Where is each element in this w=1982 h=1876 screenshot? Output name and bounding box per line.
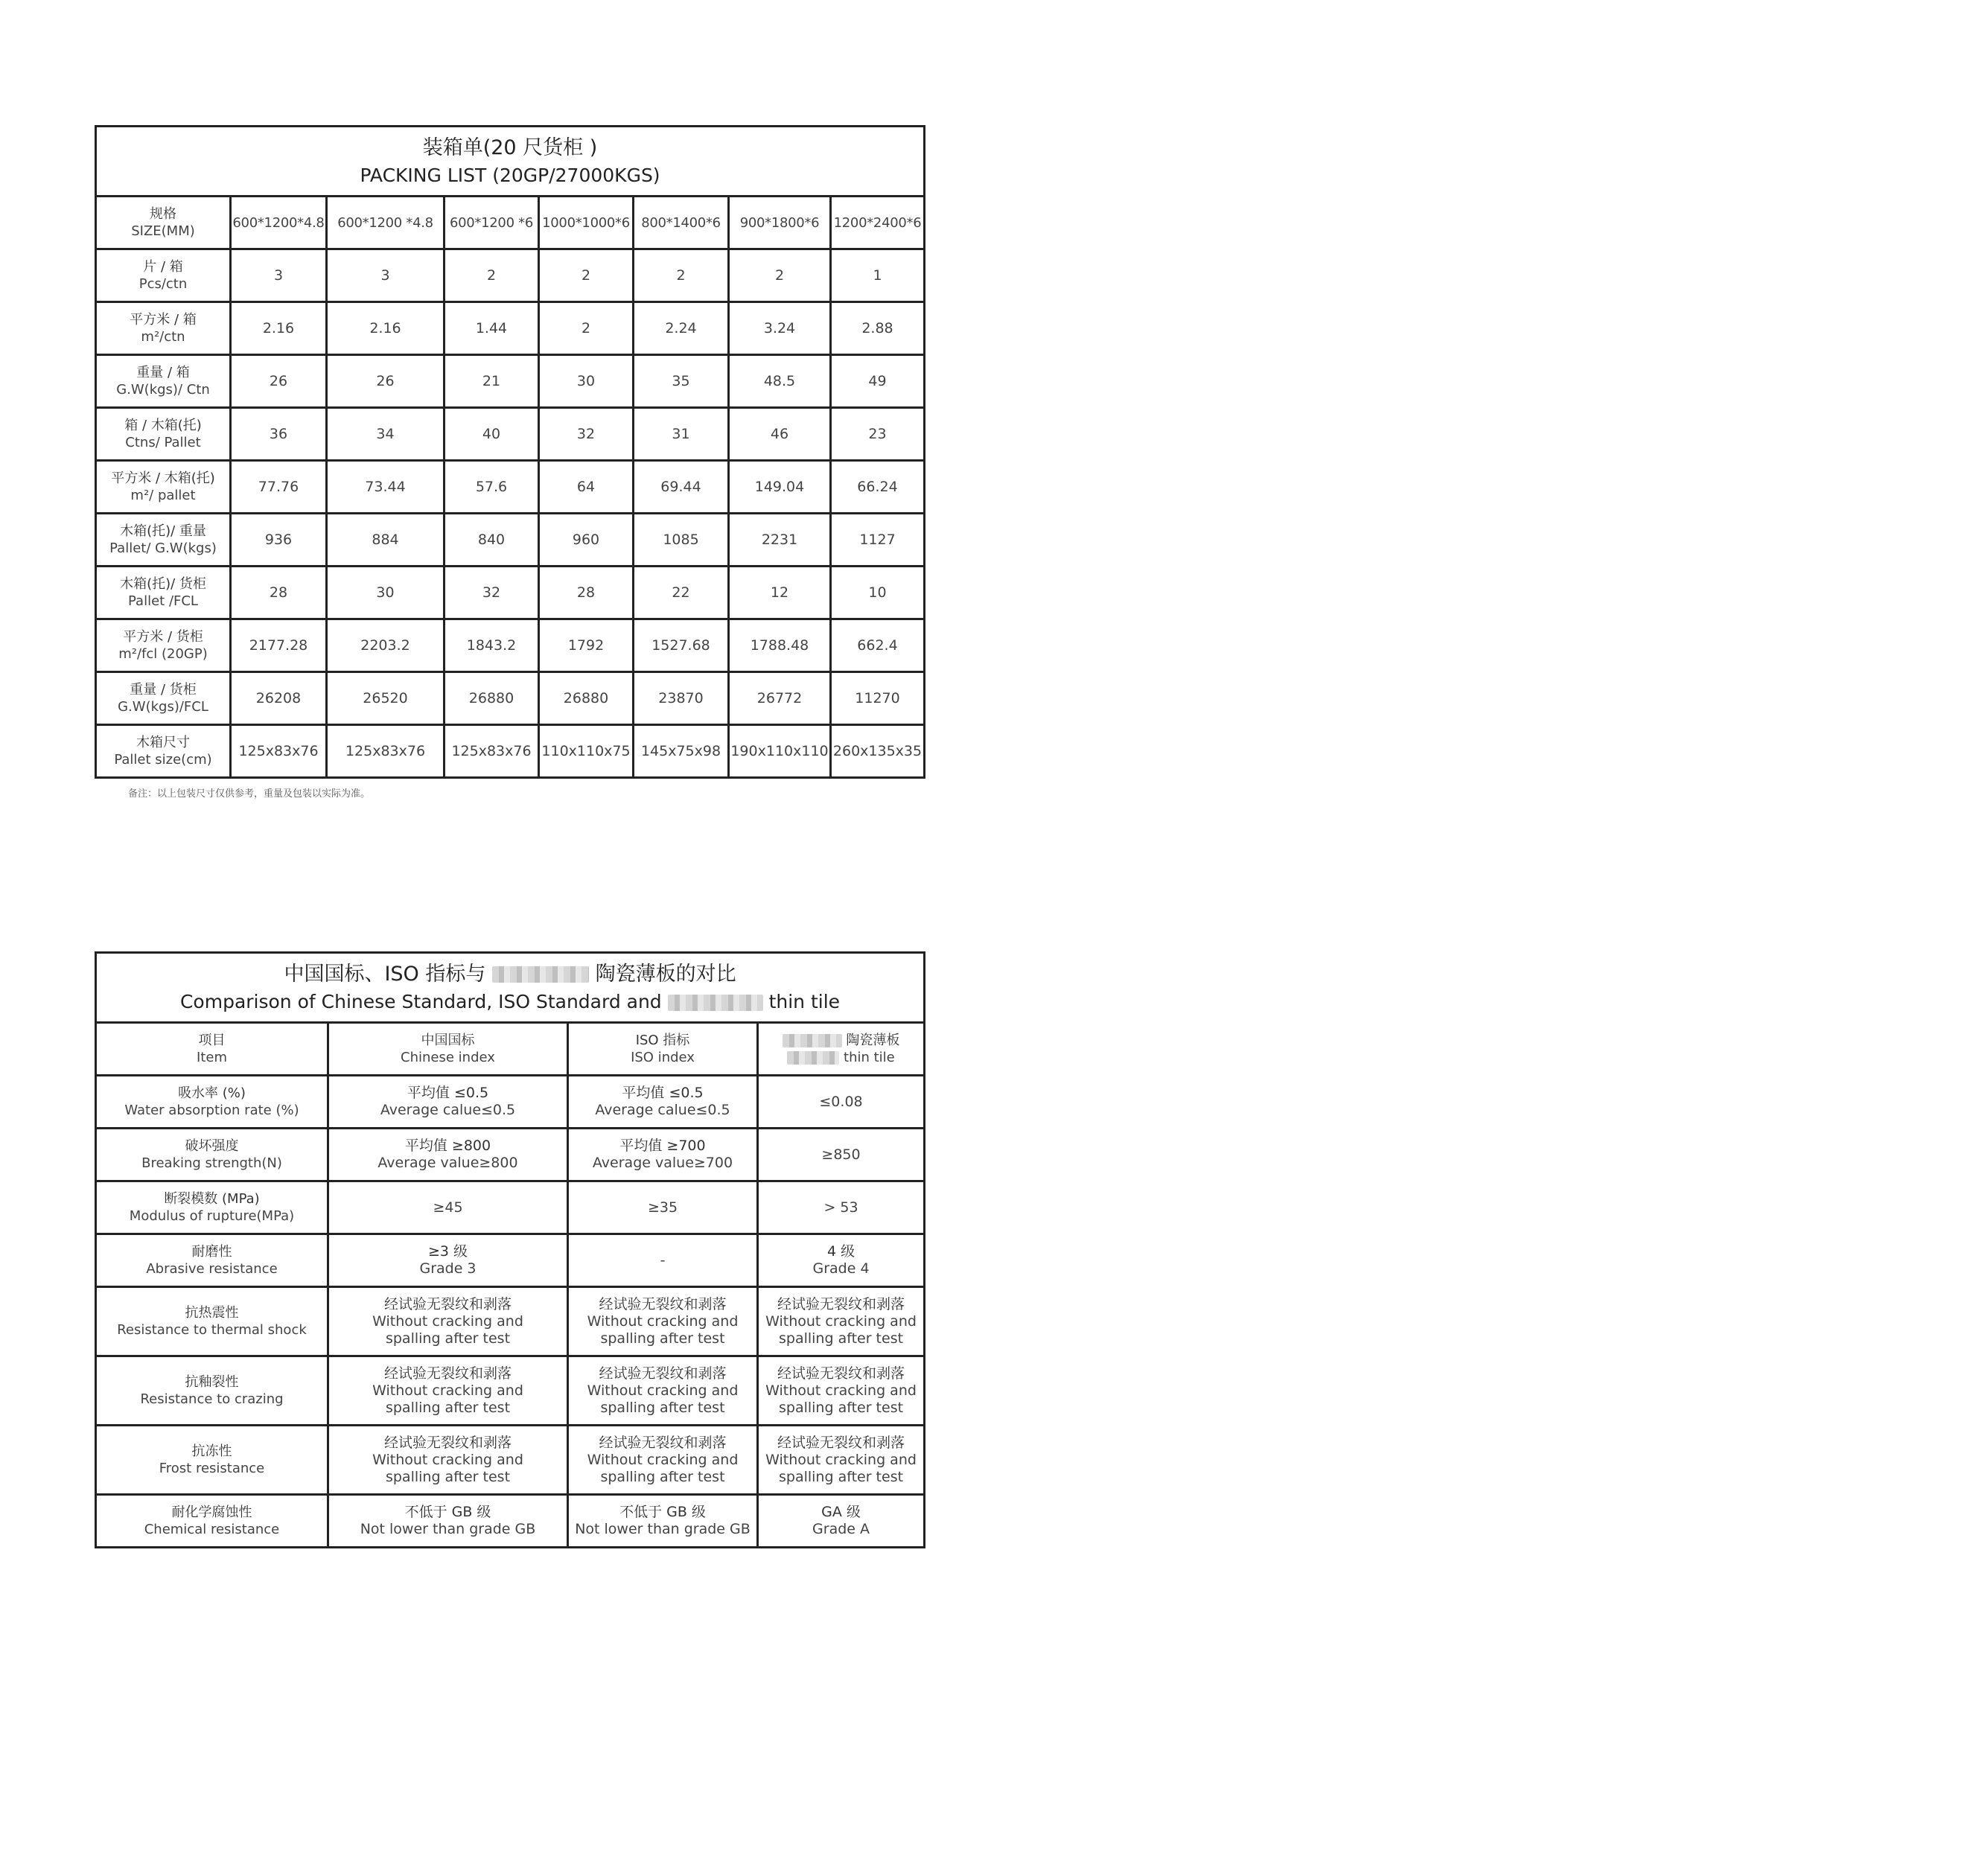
row-label [96,619,231,672]
cell-line: 经试验无裂纹和剥落 [599,1434,727,1451]
cell-line: ≥850 [821,1146,861,1163]
header-thin-tile [758,1023,925,1076]
redacted-brand-image [668,995,763,1011]
row-label [96,302,231,355]
table-row [96,302,925,355]
comparison-title-cell [96,953,925,1023]
row-label-zh: 破坏强度 [185,1138,239,1154]
row-label-zh: 耐化学腐蚀性 [171,1505,252,1520]
cell-line: Average calue≤0.5 [380,1102,516,1118]
comparison-header-row [96,1023,925,1076]
cell-line: 经试验无裂纹和剥落 [777,1434,905,1451]
table-row [96,461,925,514]
table-cell: 145x75x98 [634,725,729,778]
table-cell: 125x83x76 [444,725,539,778]
table-cell [328,1181,568,1234]
row-label [96,461,231,514]
cell-line: 平均值 ≥800 [404,1138,491,1154]
table-cell: 960 [539,514,634,567]
row-label-zh: 木箱尺寸 [136,735,190,750]
header-zh [759,1032,923,1049]
table-row [96,1076,925,1129]
cell-line: spalling after test [600,1399,725,1416]
row-label [96,1426,328,1495]
cell-line: Grade A [812,1521,870,1537]
table-row [96,1129,925,1181]
table-row [96,725,925,778]
table-cell [328,1287,568,1356]
redacted-brand-image [787,1051,839,1065]
header-item [96,1023,328,1076]
table-cell [568,1356,758,1426]
table-cell: 3 [231,249,327,302]
table-cell: 69.44 [634,461,729,514]
cell-line: 经试验无裂纹和剥落 [599,1365,727,1382]
table-cell [568,1076,758,1129]
comparison-title-en-pre: Comparison of Chinese Standard, ISO Standard and [179,990,662,1012]
table-cell: 1788.48 [729,619,831,672]
row-label [96,514,231,567]
row-label [96,567,231,619]
row-label-en: Pallet /FCL [128,593,198,609]
row-label-en: Resistance to crazing [140,1391,284,1407]
packing-note: 备注：以上包装尺寸仅供参考，重量及包装以实际为准。 [128,788,371,800]
cell-line: Without cracking and [765,1451,917,1468]
table-cell: 260x135x35 [831,725,925,778]
table-cell: 2.88 [831,302,925,355]
comparison-title-zh [97,960,923,989]
table-cell: 1 [831,249,925,302]
table-cell [758,1234,925,1287]
table-row [96,1356,925,1426]
header-en: Item [197,1050,227,1065]
table-cell [328,1234,568,1287]
row-label [96,725,231,778]
table-cell: 30 [327,567,444,619]
cell-line: Average value≥700 [592,1155,733,1171]
table-cell: 884 [327,514,444,567]
table-cell: 2 [539,249,634,302]
packing-title-zh: 装箱单(20 尺货柜 ) [422,135,598,159]
cell-line: 经试验无裂纹和剥落 [383,1365,512,1382]
table-cell: 21 [444,355,539,408]
table-cell: 3.24 [729,302,831,355]
row-label-zh: 木箱(托)/ 重量 [120,523,206,539]
table-cell: 190x110x110 [729,725,831,778]
table-cell: 149.04 [729,461,831,514]
cell-line: spalling after test [778,1330,904,1347]
table-cell: 2 [729,249,831,302]
table-cell [328,1426,568,1495]
table-cell [758,1129,925,1181]
table-cell: 32 [539,408,634,461]
cell-line: 经试验无裂纹和剥落 [777,1365,905,1382]
row-label-zh: 箱 / 木箱(托) [124,418,202,433]
redacted-brand-image [783,1034,842,1047]
table-row [96,408,925,461]
table-cell: 2 [634,249,729,302]
size-header: 600*1200 *6 [444,197,539,249]
table-cell: 2 [539,302,634,355]
row-label-zh: 耐磨性 [191,1244,232,1260]
table-cell: 64 [539,461,634,514]
cell-line: 经试验无裂纹和剥落 [383,1434,512,1451]
table-cell: 12 [729,567,831,619]
table-row [96,672,925,725]
row-label [96,1287,328,1356]
comparison-table [95,951,925,1548]
size-header: 1200*2400*6 [831,197,925,249]
table-cell: 3 [327,249,444,302]
row-label [96,672,231,725]
table-cell: 23 [831,408,925,461]
cell-line: ≥35 [647,1199,678,1216]
table-cell: 1.44 [444,302,539,355]
cell-line: Without cracking and [372,1312,523,1330]
table-cell [758,1181,925,1234]
table-cell: 1792 [539,619,634,672]
cell-line: ≥45 [433,1199,463,1216]
table-cell: 26 [231,355,327,408]
table-cell [328,1129,568,1181]
table-cell: 2177.28 [231,619,327,672]
cell-line: Without cracking and [765,1312,917,1330]
header-chinese-index [328,1023,568,1076]
table-cell: 1527.68 [634,619,729,672]
row-label-en: SIZE(MM) [131,223,195,239]
cell-line: spalling after test [385,1399,511,1416]
header-zh: ISO 指标 [635,1033,690,1048]
cell-line: Without cracking and [765,1382,917,1399]
table-cell: 662.4 [831,619,925,672]
table-cell [328,1495,568,1548]
comparison-title-en-post: thin tile [768,990,841,1012]
packing-list-table [95,125,925,779]
cell-line: Without cracking and [587,1382,739,1399]
table-cell: 840 [444,514,539,567]
table-row [96,1181,925,1234]
cell-line: 平均值 ≤0.5 [407,1085,489,1101]
table-cell: 936 [231,514,327,567]
row-label-zh: 抗冻性 [191,1443,232,1459]
header-en: Chinese index [401,1050,495,1065]
table-cell: 35 [634,355,729,408]
size-header: 1000*1000*6 [539,197,634,249]
table-row [96,1234,925,1287]
table-cell: 23870 [634,672,729,725]
row-label-en: m²/fcl (20GP) [118,646,208,662]
cell-line: Without cracking and [587,1451,739,1468]
cell-line: 不低于 GB 级 [619,1504,706,1520]
header-zh-text: 陶瓷薄板 [846,1033,900,1048]
table-row [96,355,925,408]
cell-line: > 53 [823,1199,858,1216]
table-cell: 73.44 [327,461,444,514]
table-cell: 26880 [539,672,634,725]
table-cell: 49 [831,355,925,408]
cell-line: 平均值 ≤0.5 [622,1085,704,1101]
table-cell: 36 [231,408,327,461]
row-label-en: Modulus of rupture(MPa) [129,1208,295,1224]
cell-line: 经试验无裂纹和剥落 [777,1295,905,1312]
comparison-title-zh-pre: 中国国标、ISO 指标与 [284,962,486,986]
cell-line: spalling after test [385,1330,511,1347]
header-en [759,1049,923,1066]
table-cell [568,1426,758,1495]
cell-line: 4 级 [826,1243,855,1260]
header-iso-index [568,1023,758,1076]
table-cell: 1085 [634,514,729,567]
table-cell: 28 [539,567,634,619]
table-cell: 125x83x76 [231,725,327,778]
table-cell [568,1181,758,1234]
table-cell [758,1287,925,1356]
table-cell: 26520 [327,672,444,725]
table-cell: 26880 [444,672,539,725]
packing-title-cell [96,127,925,197]
table-cell: 26208 [231,672,327,725]
table-cell: 2.24 [634,302,729,355]
table-cell: 2231 [729,514,831,567]
comparison-title-en [97,989,923,1015]
size-header: 600*1200*4.8 [231,197,327,249]
table-cell: 1127 [831,514,925,567]
row-label-zh: 平方米 / 货柜 [123,629,203,645]
table-cell [758,1076,925,1129]
table-row [96,619,925,672]
packing-header-row [96,197,925,249]
cell-line: - [660,1251,666,1269]
table-cell [328,1356,568,1426]
cell-line: Grade 3 [419,1260,477,1277]
table-cell: 26772 [729,672,831,725]
row-label [96,249,231,302]
row-label-zh: 抗热震性 [185,1305,239,1321]
cell-line: Not lower than grade GB [575,1521,751,1537]
row-label [96,408,231,461]
table-cell: 2.16 [327,302,444,355]
header-zh: 项目 [198,1033,226,1048]
table-row [96,249,925,302]
table-cell [568,1287,758,1356]
cell-line: 经试验无裂纹和剥落 [599,1295,727,1312]
table-cell: 32 [444,567,539,619]
table-cell: 28 [231,567,327,619]
cell-line: spalling after test [778,1468,904,1485]
table-cell: 10 [831,567,925,619]
cell-line: 平均值 ≥700 [619,1138,706,1154]
cell-line: ≤0.08 [819,1093,863,1110]
row-label-zh: 重量 / 箱 [136,365,190,380]
table-row [96,1426,925,1495]
row-label-zh: 平方米 / 木箱(托) [111,470,215,486]
row-label-en: Abrasive resistance [146,1261,278,1277]
row-label [96,1181,328,1234]
row-label-zh: 规格 [150,206,176,222]
cell-line: Without cracking and [587,1312,739,1330]
table-cell [758,1356,925,1426]
row-label [96,1234,328,1287]
table-row [96,514,925,567]
row-label-en: Pcs/ctn [138,276,188,292]
row-label [96,1495,328,1548]
redacted-brand-image [492,966,589,983]
row-label-en: Pallet/ G.W(kgs) [109,540,217,556]
table-cell: 2203.2 [327,619,444,672]
size-header: 800*1400*6 [634,197,729,249]
cell-line: Average calue≤0.5 [595,1102,730,1118]
row-label-zh: 片 / 箱 [143,259,183,275]
row-label [96,355,231,408]
row-label-en: G.W(kgs)/ Ctn [116,382,210,398]
table-cell: 11270 [831,672,925,725]
row-label-zh: 木箱(托)/ 货柜 [120,576,206,592]
table-cell: 125x83x76 [327,725,444,778]
packing-title-en: PACKING LIST (20GP/27000KGS) [360,164,660,186]
row-label-zh: 重量 / 货柜 [130,682,197,698]
table-row [96,1287,925,1356]
table-cell [568,1234,758,1287]
row-label-en: Frost resistance [159,1461,265,1476]
table-cell: 26 [327,355,444,408]
header-zh: 中国国标 [421,1033,475,1048]
table-cell: 31 [634,408,729,461]
table-cell: 2 [444,249,539,302]
row-label-zh: 平方米 / 箱 [130,312,197,328]
table-cell [328,1076,568,1129]
cell-line: 不低于 GB 级 [404,1504,491,1520]
cell-line: Average value≥800 [377,1155,518,1171]
table-cell [568,1129,758,1181]
row-label-en: Resistance to thermal shock [117,1322,307,1338]
table-cell: 2.16 [231,302,327,355]
cell-line: Without cracking and [372,1451,523,1468]
header-en: ISO index [631,1050,695,1065]
table-cell: 40 [444,408,539,461]
table-cell: 30 [539,355,634,408]
cell-line: 经试验无裂纹和剥落 [383,1295,512,1312]
row-label-en: Ctns/ Pallet [125,435,201,450]
table-row [96,567,925,619]
row-label-en: Pallet size(cm) [114,752,212,768]
table-cell: 34 [327,408,444,461]
cell-line: Grade 4 [812,1260,870,1277]
row-label-en: m²/ctn [141,329,185,345]
cell-line: spalling after test [600,1468,725,1485]
table-cell [758,1495,925,1548]
table-cell: 57.6 [444,461,539,514]
cell-line: Without cracking and [372,1382,523,1399]
row-label-zh: 吸水率 (%) [178,1085,246,1101]
table-row [96,1495,925,1548]
row-label [96,1129,328,1181]
table-cell: 77.76 [231,461,327,514]
row-label [96,197,231,249]
row-label-en: Chemical resistance [144,1522,280,1537]
size-header: 600*1200 *4.8 [327,197,444,249]
table-cell: 110x110x75 [539,725,634,778]
cell-line: spalling after test [385,1468,511,1485]
row-label-zh: 断裂模数 (MPa) [164,1191,260,1207]
comparison-title-zh-post: 陶瓷薄板的对比 [595,962,736,986]
row-label-en: m²/ pallet [130,488,196,503]
row-label [96,1076,328,1129]
row-label-en: Breaking strength(N) [141,1155,282,1171]
table-cell [758,1426,925,1495]
row-label [96,1356,328,1426]
table-cell: 46 [729,408,831,461]
table-cell: 22 [634,567,729,619]
row-label-zh: 抗釉裂性 [185,1374,239,1390]
table-cell: 66.24 [831,461,925,514]
table-cell [568,1495,758,1548]
cell-line: spalling after test [600,1330,725,1347]
row-label-en: Water absorption rate (%) [124,1103,299,1118]
header-en-text: thin tile [844,1050,895,1065]
table-cell: 48.5 [729,355,831,408]
cell-line: ≥3 级 [427,1243,468,1260]
cell-line: Not lower than grade GB [360,1521,536,1537]
row-label-en: G.W(kgs)/FCL [118,699,208,715]
table-cell: 1843.2 [444,619,539,672]
cell-line: spalling after test [778,1399,904,1416]
cell-line: GA 级 [821,1504,861,1520]
size-header: 900*1800*6 [729,197,831,249]
